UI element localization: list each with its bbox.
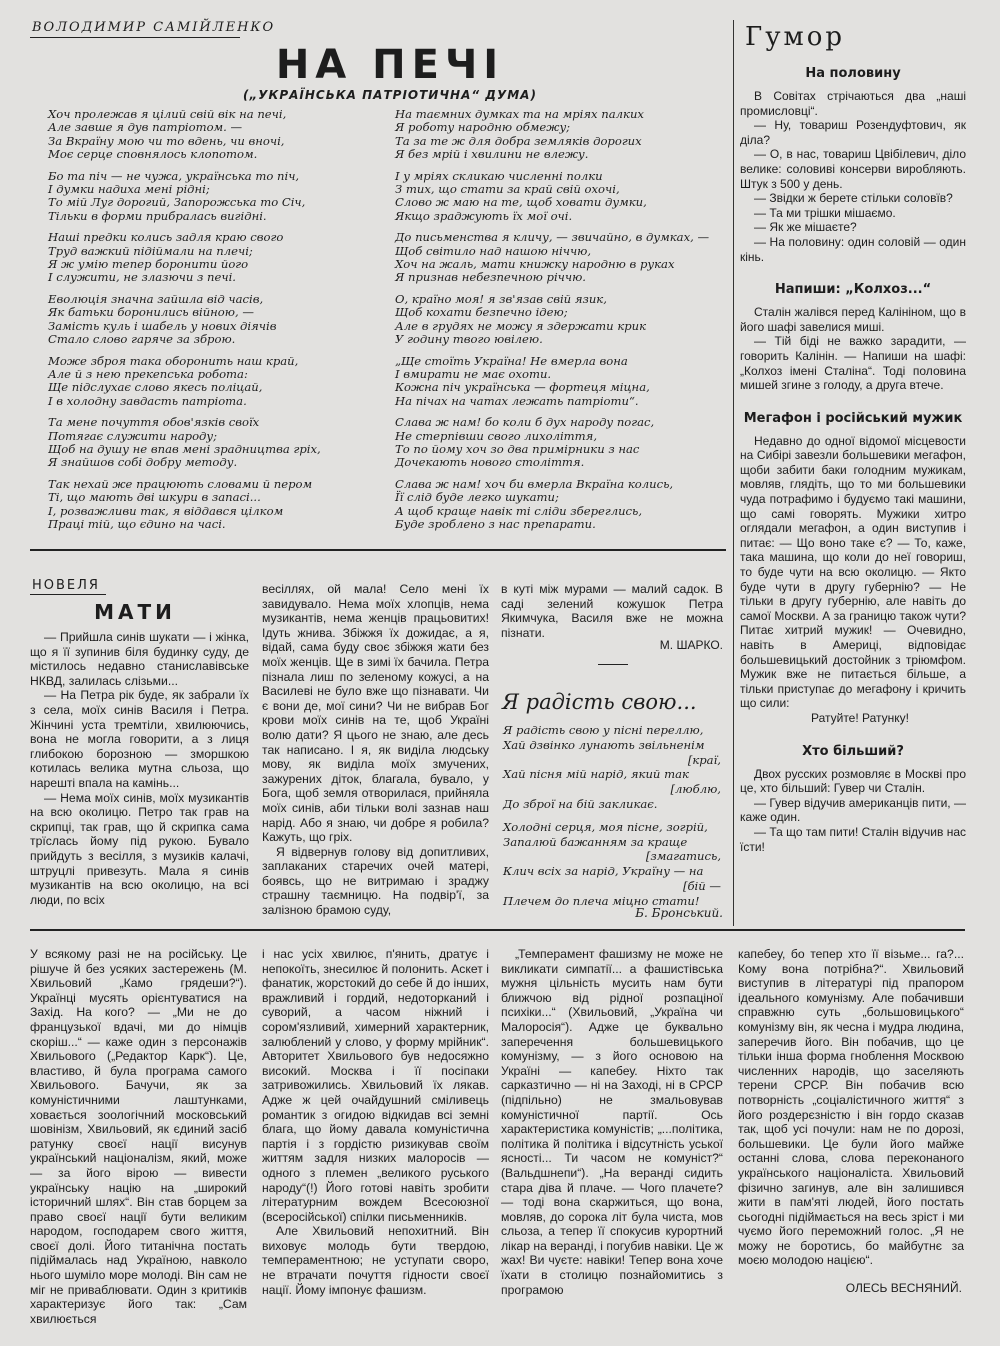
humor-title: Гумор bbox=[745, 22, 846, 52]
poem-stanza bbox=[48, 293, 383, 347]
essay-column-3 bbox=[501, 947, 723, 1297]
short-divider bbox=[598, 664, 628, 665]
poem-stanza bbox=[48, 170, 383, 224]
author-underline bbox=[30, 37, 240, 38]
poem-line: Наші предки колись задля краю свого bbox=[48, 230, 284, 245]
humor-paragraph: Сталін жалівся перед Калініном, що в його шафі завелися миші. bbox=[740, 305, 966, 334]
ya-poem-text: Клич всіх за нарід, Україну — на bbox=[503, 864, 704, 879]
poem-line: А щоб краще навік ті сліди збереглись, bbox=[395, 503, 643, 518]
essay-column-1 bbox=[30, 947, 247, 1326]
poem-line: Щоб кохати безпечно ідею; bbox=[395, 305, 568, 320]
humor-body bbox=[740, 89, 966, 264]
poem-line: На таємних думках та на мріях палких bbox=[395, 107, 644, 121]
ya-poem-line bbox=[503, 723, 721, 738]
poem-stanza bbox=[48, 355, 383, 409]
section-divider bbox=[30, 549, 726, 551]
column-divider bbox=[733, 20, 734, 926]
poem-line: Слава ж нам! бо коли б дух народу погас, bbox=[395, 415, 655, 430]
ya-poem-line bbox=[503, 820, 721, 835]
essay-col2-text: і нас усіх хвилює, п'янить, дратує і непокоїть, знесилює й полонить. Аскет і фанатик, жорстокий до себе й до інших, вражливий і гордий, недоторканий і суворий, а часом ніжний і сором'язливий, химерний характерник, залюблений у слово, у форму мрійник“. Авторитет Хвильового був недосяжно високий. Москва і її посіпаки затривожились. Хвильовий їх лякав. Адже ж цей очайдушний сміливець романтик з огидою відкидав всі земні блага, що йому давала комуністична партія і з гордістю ризикував своїм життям задля низких малоросів — одного з племен „великого руського народу“(!) Його готові навіть зробити літературним вождем Всесоюзної (всеросійської) спілки письменників. bbox=[262, 947, 489, 1224]
ya-poem-continuation: [бій — bbox=[682, 878, 721, 893]
poem-line: Не стерпівши свого лихоліття, bbox=[395, 428, 598, 443]
poem-line: Слово ж маю на те, щоб ховати думки, bbox=[395, 195, 647, 210]
humor-heading: Мегафон і російський мужик bbox=[743, 410, 963, 426]
poem-line: Дочекають нового століття. bbox=[395, 455, 585, 470]
essay-column-4 bbox=[738, 947, 964, 1268]
poem-stanza bbox=[395, 293, 730, 347]
poem-line: Але в грудях не можу я здержати крик bbox=[395, 318, 647, 333]
poem-line: У годину твого ювілею. bbox=[395, 332, 543, 347]
novella-title: МАТИ bbox=[94, 600, 176, 624]
humor-body bbox=[740, 305, 966, 393]
poem-stanza bbox=[395, 416, 730, 470]
ya-poem-line bbox=[503, 738, 721, 768]
humor-paragraph: В Совітах стрічаються два „наші промисловці“. bbox=[740, 89, 966, 118]
humor-body bbox=[740, 767, 966, 855]
poem-subtitle: („УКРАЇНСЬКА ПАТРІОТИЧНА“ ДУМА) bbox=[243, 88, 537, 102]
poem-line: Кожна піч українська — фортеця міцна, bbox=[395, 380, 650, 395]
ya-poem-title: Я радість свою... bbox=[502, 690, 697, 714]
poem-line: Бо та піч — не чужа, українська то піч, bbox=[48, 168, 300, 183]
humor-heading: Хто більший? bbox=[802, 743, 904, 759]
humor-paragraph: Двох русских розмовляє в Москві про це, хто більший: Гувер чи Сталін. bbox=[740, 766, 966, 796]
humor-column bbox=[740, 62, 966, 854]
ya-poem-text: Плечем до плеча міцно стати! bbox=[503, 893, 700, 908]
humor-paragraph: — Та ми трішки мішаємо. bbox=[754, 205, 896, 220]
poem-line: І у мріях скликаю численні полки bbox=[395, 168, 603, 183]
poem-line: Буде зроблено з нас препарати. bbox=[395, 516, 596, 531]
poem-line: Я роботу народню обмежу; bbox=[395, 120, 571, 135]
humor-paragraph: — Як же мішаєте? bbox=[754, 220, 857, 235]
poem-line: Хоч пролежав я цілий свій вік на печі, bbox=[48, 107, 287, 121]
essay-signature: ОЛЕСЬ ВЕСНЯНИЙ. bbox=[845, 1281, 962, 1295]
poem-line: До письменства я кличу, — звичайно, в думках, — bbox=[395, 230, 710, 245]
ya-poem-text: Я радість свою у пісні переллю, bbox=[503, 723, 704, 737]
humor-paragraph: — Звідки ж берете стільки соловїв? bbox=[754, 191, 953, 206]
essay-column-2 bbox=[262, 947, 489, 1297]
poem-line: Та за те ж для добра земляків дорогих bbox=[395, 133, 642, 148]
ya-poem-text: До зброї на бій закликає. bbox=[503, 796, 658, 811]
novella-label: НОВЕЛЯ bbox=[32, 578, 100, 593]
poem-line: Якщо зраджують їх мої очі. bbox=[395, 208, 573, 223]
ya-poem-body bbox=[503, 723, 721, 909]
humor-paragraph: — На половину: один соловій — один кінь. bbox=[740, 234, 966, 264]
essay-divider bbox=[30, 929, 965, 931]
novella-paragraph: — На Петра рік буде, як забрали їх з села, моїх синів Василя і Петра. Жінчині уста тремтіли, хвилюючись, вона не могла говорити, а з лиця глибокою борозною — зморшкою котилась велика мутна сльоза, що нарешті впала на камінь... bbox=[30, 688, 249, 790]
poem-line: „Ще стоїть Україна! Не вмерла вона bbox=[395, 353, 628, 368]
poem-title: НА ПЕЧІ bbox=[275, 42, 505, 88]
novella-paragraph: — Прийшла синів шукати — і жінка, що я її зупинив біля будинку суду, де містилось недавно станиславівське НКВД, залилась слізьми... bbox=[30, 630, 249, 688]
poem-line: Та мене почуття обов'язків своїх bbox=[48, 415, 260, 430]
poem-stanza bbox=[48, 108, 383, 162]
ya-poem-line bbox=[503, 797, 721, 812]
humor-paragraph: Ратуйте! Ратунку! bbox=[810, 710, 910, 725]
poem-stanza bbox=[395, 355, 730, 409]
poem-stanza bbox=[395, 478, 730, 532]
poem-stanza bbox=[395, 231, 730, 285]
poem-stanza bbox=[48, 416, 383, 470]
poem-line: Замість куль і шабель у нових діячів bbox=[48, 318, 277, 333]
novella-label-underline bbox=[30, 594, 106, 595]
novella-column-3 bbox=[501, 582, 723, 640]
poem-line: Моє серце сповнялось клопотом. bbox=[48, 147, 258, 162]
ya-poem-continuation: [люблю, bbox=[670, 782, 721, 797]
essay-col3-text: „Темперамент фашизму не може не викликати симпатії... а фашистівська мужня цільність мусить нам бути ближчою від рідної розпаціної психіки...“ (Хвильовий, „Україна чи Малоросія“). Адже це буквально заперечення большевицького комунізму, — з його основою на Україні — капебеу. Ніхто так сарказтично — ні на Заході, ні в СРСР (підпільно) не змальовував комуністичної партії. Ось характеристика комуністів; „...політика, політика й політика і відсутність уської ясності... Ти часом не комуніст?“ (Вальдшнепи“). „На веранді сидить стара діва й плаче. — Чого плачете? — тоді вона скаржиться, що вона, мовляв, до сорока літ була чиста, мов сльоза, а тепер її спокусив курортний лікар на веранді, і погубив навіки. Це ж жах! Ви чуєте: навіки! Тепер вона хоче їхати в столицю познайомитись з програмою bbox=[501, 947, 723, 1297]
humor-paragraph: Недавно до одної відомої місцевости на Сибірі завезли большевики мегафон, щоби забити баки голодним мужикам, мовляв, глядіть, що то ми большевики чуда потрафимо і будуємо такі машини, що самі говорять. Мужики хитро оглядали мегафон, а один виступив і питає: — Що воно таке є? — То, каже, така машина, що коли до неї говориш, то буде чути на всю околицю. — Якто буде чути в другу губернію? — Не тільки в другу губернію, але навіть до самої Москви. А за границю також чути? Питає хитрий мужик! — Очевидно, навіть в Америці, відповідає большевицький достойник з тріюмфом. Мужик вже не питається більше, а тільки приступає до мегафону і кричить що сили: bbox=[740, 433, 966, 711]
poem-line: Ті, що мають дві шкури в запасі... bbox=[48, 490, 261, 505]
ya-poem-line bbox=[503, 864, 721, 894]
ya-poem-signature: Б. Бронський. bbox=[635, 906, 723, 920]
poem-line: Ще підслухає слово якесь поліцай, bbox=[48, 380, 263, 395]
ya-poem-text: Холодні серця, моя пісне, зогрій, bbox=[503, 819, 708, 834]
poem-line: І думки надиха мені рідні; bbox=[48, 182, 210, 197]
novella-column-1 bbox=[30, 630, 249, 907]
humor-paragraph: — Тій біді не важко зарадити, — говорить Калінін. — Напиши на шафі: „Колхоз імені Сталіна“. Тоді половина мишей згине з голоду, а друга втече. bbox=[740, 334, 966, 393]
humor-paragraph: — О, в нас, товариш Цвібілевич, діло велике: соловиві консерви виробляють. Штук з 500 у день. bbox=[740, 147, 966, 191]
poem-left-column bbox=[48, 108, 383, 539]
ya-poem-continuation: [змагатись, bbox=[645, 849, 721, 864]
poem-line: Щоб на душу не впав мені зрадництва гріх, bbox=[48, 441, 321, 456]
ya-poem-continuation: [краї, bbox=[687, 752, 721, 767]
poem-line: На пічах на чатах лежать патріоти“. bbox=[395, 393, 639, 408]
novella-paragraph: — Нема моїх синів, моїх музикантів на всю околицю. Петро так грав на скрипці, так грав, що й скрипка сама трїслась йому під рукою. Бувало прийдуть з весілля, з музиків калачі, штруцлі привезуть. Мала я синів музикантів на всю околицю, на всі люди, по всіх bbox=[30, 790, 249, 907]
poem-line: Щоб світило над нашою ніччю, bbox=[395, 243, 592, 258]
ya-poem-text: Хай пісня мій нарід, який так bbox=[503, 767, 689, 782]
poem-right-column bbox=[395, 108, 730, 539]
poem-line: І в холодну завдасть патріота. bbox=[48, 393, 247, 408]
poem-line: Еволюція значна зайшла від часів, bbox=[48, 291, 264, 306]
essay-col2b-text: Але Хвильовий непохитний. Він виховує молодь бути твердою, темпераментною; не уступати своро, не втрачати почуття гідности своєї нації. Йому імпонує фашизм. bbox=[262, 1224, 489, 1297]
novella-paragraph: в куті між мурами — малий садок. В саді зелений кожушок Петра Якимчука, Василя вже не можна пізнати. bbox=[501, 582, 723, 640]
poem-line: Слава ж нам! хоч би вмерла Вкраїна колись, bbox=[395, 476, 674, 491]
poem-line: Хоч на жаль, мати книжку народню в руках bbox=[395, 257, 675, 272]
humor-heading: Напиши: „Колхоз...“ bbox=[774, 282, 932, 298]
humor-paragraph: — Гувер відучив американців пити, — каже один. bbox=[740, 795, 966, 825]
poem-line: О, країно моя! я зв'язав свій язик, bbox=[395, 291, 607, 306]
poem-stanza bbox=[395, 108, 730, 162]
humor-body bbox=[740, 434, 966, 726]
novella-signature: М. ШАРКО. bbox=[659, 638, 723, 652]
poem-line: З тих, що стати за край свій охочі, bbox=[395, 182, 620, 197]
poem-line: Праці тій, що єдино на часі. bbox=[48, 516, 226, 531]
poem-line: Як батьки боронились війною, — bbox=[48, 305, 254, 320]
poem-stanza bbox=[395, 170, 730, 224]
poem-line: Може зброя така оборонить наш край, bbox=[48, 353, 299, 368]
poem-line: Але завше я дув патріотом. — bbox=[48, 120, 243, 135]
humor-paragraph: — Та що там пити! Сталін відучив нас їсти! bbox=[740, 824, 966, 854]
poem-line: Але й з нею прекепська робота: bbox=[48, 366, 248, 381]
poem-line: То по йому хоч зо два примірники з нас bbox=[395, 441, 640, 456]
humor-heading: На половину bbox=[805, 66, 901, 81]
ya-poem-line bbox=[503, 835, 721, 865]
novella-paragraph: Я відвернув голову від допитливих, заплаканих старечих очей матері, боявсь, що не витримаю і зраджу страшну таємницю. На подвір'ї, за залізною брамою суду, bbox=[262, 844, 489, 918]
poem-line: Я знайшов собі добру методу. bbox=[48, 455, 238, 470]
novella-column-2 bbox=[262, 582, 489, 918]
poem-line: Я признав небезпечною річчю. bbox=[395, 270, 586, 285]
humor-paragraph: — Ну, товариш Розендуфтович, як діла? bbox=[740, 118, 966, 147]
essay-col4-text: капебеу, бо тепер хто її візьме... га?... Кому вона потрібна?“. Хвильовий виступив в літературі під прапором ідеального комунізму. Але побачивши справжню суть „большовицького“ комунізму він, як чесна і мудра людина, заперечив його. Він побачив, що це тільки інша форма гноблення Москвою численних народів, що заселяють терени СРСР. Він побачив всю потворність „соціалістичного життя“ з його роздерєзністю і він гордо сказав так, щоб усі почули: нам не по дорозі, большевики. Це були його майже останні слова, слова переконаного українського націоналіста. Хвильовий фізично загинув, але він залишився жити в пам'яті людей, його постать сьогодні підіймається на весь зріст і ми чуємо його переможний голос. „Я не можу не боротись, бо майбутнє за моєю молодою нацією“. bbox=[738, 947, 964, 1268]
poem-line: Труд важкий підіймали на плечі; bbox=[48, 243, 253, 258]
poem-line: Її слід буде легко шукати; bbox=[395, 490, 559, 505]
poem-line: Я ж умію тепер боронити його bbox=[48, 257, 249, 272]
poem-line: То мій Луг дорогий, Запорожська то Січ, bbox=[48, 195, 306, 210]
poem-line: За Вкраїну мою чи то вдень, чи вночі, bbox=[48, 133, 285, 148]
poem-line: І служити, не злазючи з печі. bbox=[48, 270, 236, 285]
ya-poem-line bbox=[503, 812, 721, 820]
poem-line: Тільки в форми прибралась вигідні. bbox=[48, 208, 267, 223]
poem-stanza bbox=[48, 478, 383, 532]
poem-line: І вмирати не має охоти. bbox=[395, 366, 552, 381]
poem-line: Потягає служити народу; bbox=[48, 428, 218, 443]
ya-poem-text: Хай дзвінко лунають звільненім bbox=[503, 737, 705, 752]
ya-poem-text: Запалюй бажанням за краще bbox=[503, 834, 688, 849]
poem-line: Я без мрій і хвилини не влежу. bbox=[395, 147, 589, 162]
novella-paragraph: весіллях, ой мала! Село мені їх завидувало. Нема моїх хлопців, нема музикантів, нема женців працьовитих! Ідуть жнива. Збіжжя їх дожидає, а я, відай, сама буду своє збіжжя жати без моїх женців. Ще в зимі їх бачила. Петра пізнала лиш по зеленому кожусі, а на Василеві не було вже що пізнавати. Чи є вони де, мої сини? Чи не вибрав Бог крови моїх синів на те, щоб Україні волю дати? Я цього не знаю, але десь так написано. І я, як виділа людську мову, як виділа моїх змучених, зажурених діток, благала, бувало, у Бога, щоб земля отворилася, прийняла моїх синів, аби тільки волі зазнав наш нарід. Або я знаю, чи добре я робила? Кажуть, що гріх. bbox=[262, 582, 489, 845]
essay-col1-text: У всякому разі не на російську. Це рішуче й без усяких застережень (М. Хвильовий „Камо грядеши?“). Українці мусять орієнтуватися на Захід. На кого? — „Ми не до французької вдачі, ми до німців скоріш...“ — каже один з персонажів Хвильового („Редактор Карк“). Це, властиво, й була програма самого Хвильового. Бачучи, як за комуністичними лаштунками, ховається зоологічний московський шовінізм, Хвильовий, як єдиний засіб ратунку своєї нації висунув український націоналізм, який, може — за його вірою — вивести українську націю на „широкий історичний шлях“. Він став борцем за право своєї нації бути великим народом, господарем свого життя, своєї долі. Його титанічна постать підіймалась над Україною, навколо нього шуміло море молоді. Він сам не міг не приваблювати. Один з критиків характеризує його так: „Сам хвилюється bbox=[30, 947, 247, 1326]
poem-line: Стало слово гаряче за зброю. bbox=[48, 332, 236, 347]
poem-line: Так нехай же працюють словами й пером bbox=[48, 476, 313, 491]
ya-poem-line bbox=[503, 767, 721, 797]
poem-stanza bbox=[48, 231, 383, 285]
poem-author: ВОЛОДИМИР САМІЙЛЕНКО bbox=[32, 20, 276, 35]
poem-line: І, розважливи так, я віддався цілком bbox=[48, 503, 284, 518]
